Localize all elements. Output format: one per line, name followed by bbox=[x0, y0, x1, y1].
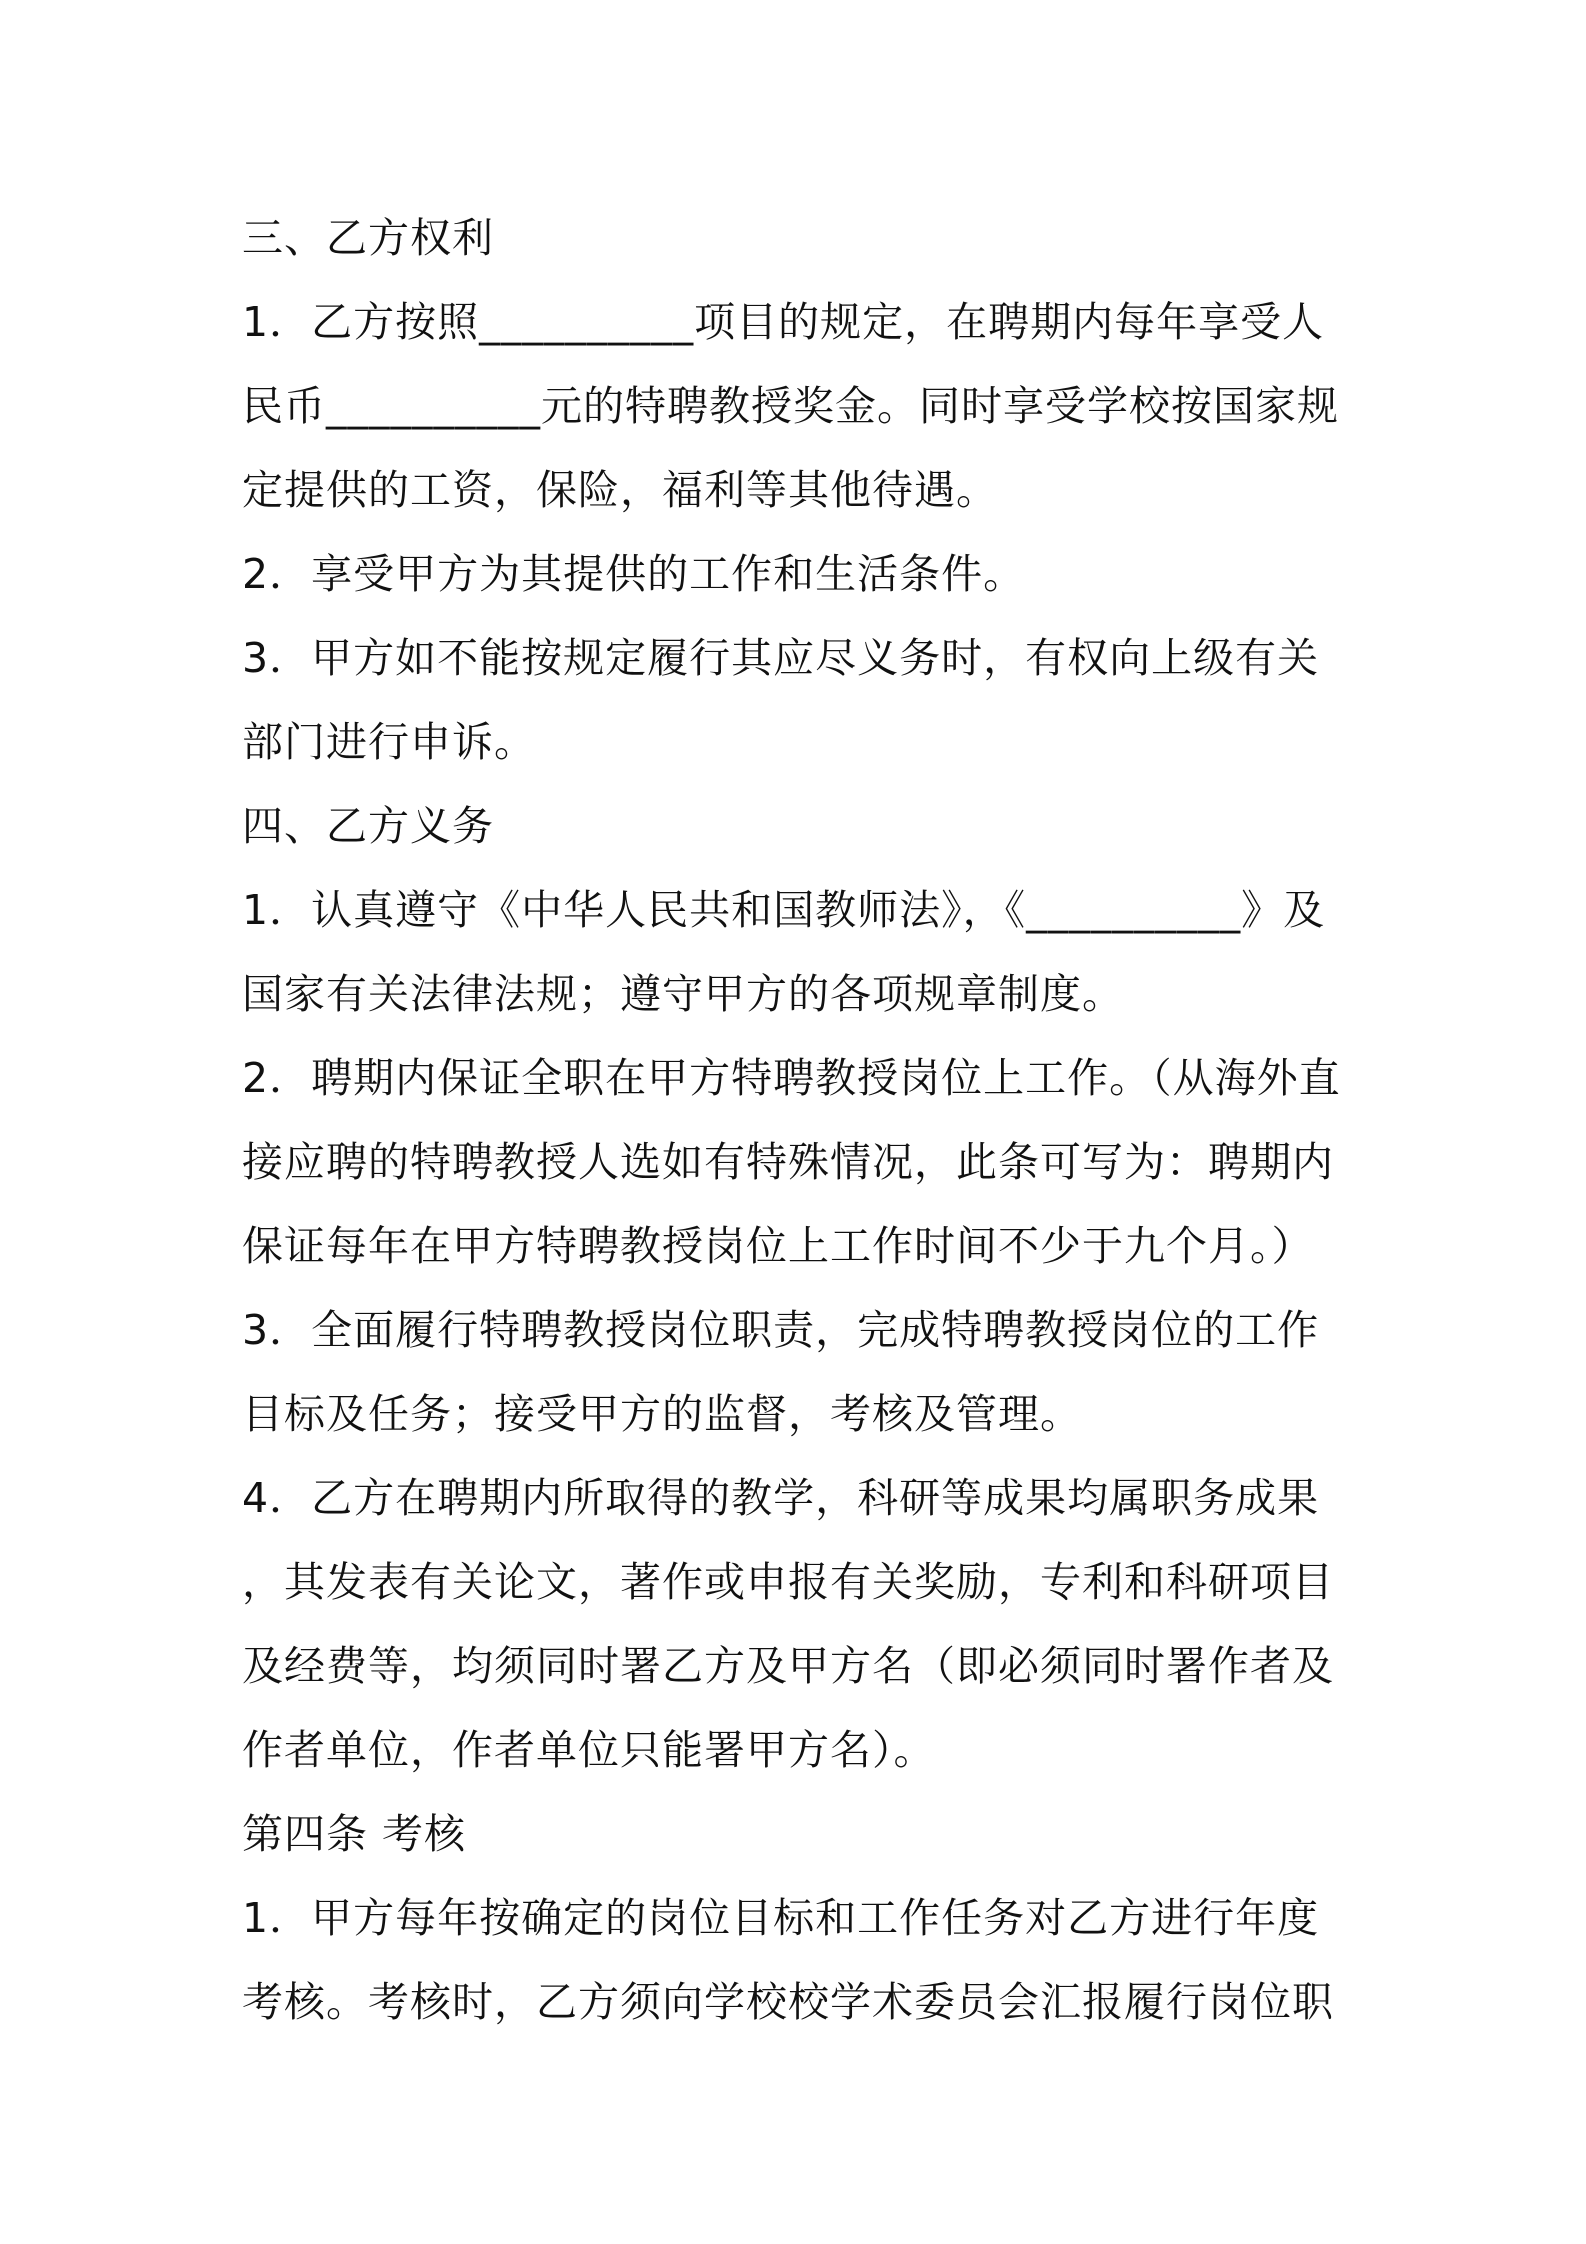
paragraph-line: 定提供的工资，保险，福利等其他待遇。 bbox=[242, 466, 998, 514]
paragraph-line: 接应聘的特聘教授人选如有特殊情况，此条可写为：聘期内 bbox=[242, 1138, 1334, 1186]
paragraph-line: 3．甲方如不能按规定履行其应尽义务时，有权向上级有关 bbox=[242, 634, 1320, 682]
document-body bbox=[242, 196, 1362, 2044]
paragraph-line: 国家有关法律法规；遵守甲方的各项规章制度。 bbox=[242, 970, 1124, 1018]
paragraph-line: 2．聘期内保证全职在甲方特聘教授岗位上工作。（从海外直 bbox=[242, 1054, 1341, 1102]
section-heading-party-b-obligations: 四、乙方义务 bbox=[242, 802, 494, 850]
paragraph-line: 保证每年在甲方特聘教授岗位上工作时间不少于九个月。） bbox=[242, 1222, 1314, 1270]
paragraph-line: ，其发表有关论文，著作或申报有关奖励，专利和科研项目 bbox=[242, 1558, 1334, 1606]
paragraph-line: 民币__________元的特聘教授奖金。同时享受学校按国家规 bbox=[242, 382, 1339, 430]
paragraph-line: 1．认真遵守《中华人民共和国教师法》，《__________》及 bbox=[242, 886, 1326, 934]
paragraph-line: 2．享受甲方为其提供的工作和生活条件。 bbox=[242, 550, 1026, 598]
paragraph-line: 作者单位，作者单位只能署甲方名）。 bbox=[242, 1726, 936, 1774]
paragraph-line: 部门进行申诉。 bbox=[242, 718, 536, 766]
paragraph-line: 3．全面履行特聘教授岗位职责，完成特聘教授岗位的工作 bbox=[242, 1306, 1320, 1354]
paragraph-line: 1．乙方按照__________项目的规定，在聘期内每年享受人 bbox=[242, 298, 1325, 346]
paragraph-line: 1．甲方每年按确定的岗位目标和工作任务对乙方进行年度 bbox=[242, 1894, 1320, 1942]
paragraph-line: 及经费等，均须同时署乙方及甲方名（即必须同时署作者及 bbox=[242, 1642, 1334, 1690]
article-heading-assessment: 第四条 考核 bbox=[242, 1810, 467, 1858]
paragraph-line: 目标及任务；接受甲方的监督，考核及管理。 bbox=[242, 1390, 1082, 1438]
paragraph-line: 4．乙方在聘期内所取得的教学，科研等成果均属职务成果 bbox=[242, 1474, 1320, 1522]
section-heading-party-b-rights: 三、乙方权利 bbox=[242, 214, 494, 262]
paragraph-line: 考核。考核时，乙方须向学校校学术委员会汇报履行岗位职 bbox=[242, 1978, 1334, 2026]
